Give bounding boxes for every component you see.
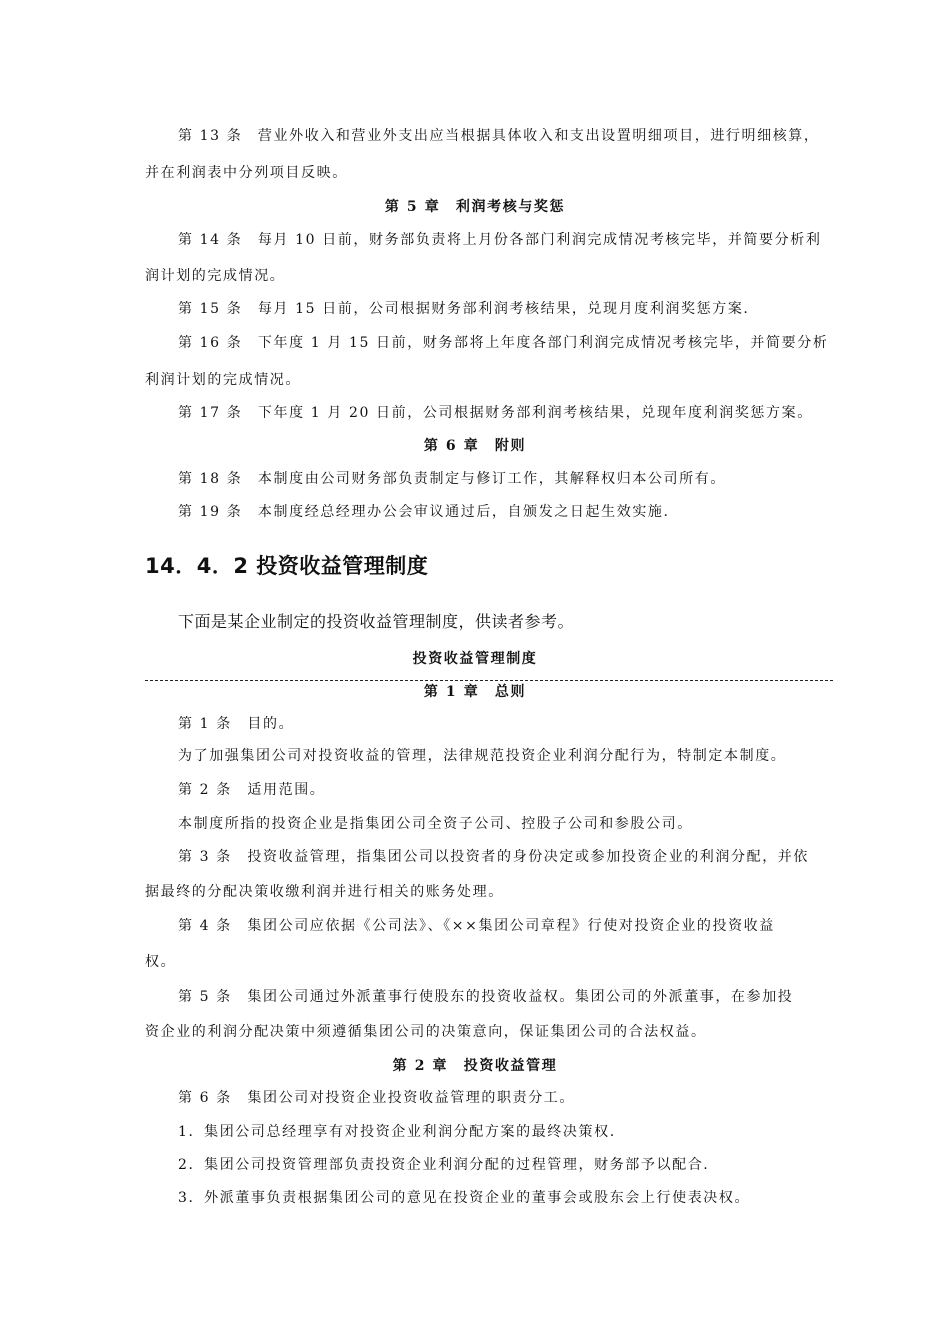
article-5-line-1: 第 5 条 集团公司通过外派董事行使股东的投资收益权。集团公司的外派董事，在参加投: [178, 989, 794, 1005]
list-item-1: 1．集团公司总经理享有对投资企业利润分配方案的最终决策权.: [178, 1124, 616, 1140]
document-title: 投资收益管理制度: [412, 651, 538, 667]
article-13-line-1: 第 13 条 营业外收入和营业外支出应当根据具体收入和支出设置明细项目，进行明细核算，: [178, 128, 820, 144]
article-14-line-2: 润计划的完成情况。: [145, 268, 286, 284]
article-16-line-2: 利润计划的完成情况。: [145, 372, 301, 388]
chapter-2-heading: 第 2 章 投资收益管理: [392, 1058, 558, 1074]
article-4-line-1: 第 4 条 集团公司应依据《公司法》、《××集团公司章程》行使对投资企业的投资收益: [178, 918, 775, 934]
chapter-6-heading: 第 6 章 附则: [423, 438, 527, 454]
chapter-1-heading: 第 1 章 总则: [423, 684, 527, 700]
article-4-line-2: 权。: [145, 954, 177, 970]
article-6: 第 6 条 集团公司对投资企业投资收益管理的职责分工。: [178, 1090, 576, 1106]
list-item-3: 3．外派董事负责根据集团公司的意见在投资企业的董事会或股东会上行使表决权。: [178, 1190, 751, 1206]
section-heading: 14．4．2 投资收益管理制度: [145, 554, 429, 578]
article-17: 第 17 条 下年度 1 月 20 日前，公司根据财务部利润考核结果，兑现年度利润奖惩方案。: [178, 405, 813, 421]
article-2-text: 本制度所指的投资企业是指集团公司全资子公司、控股子公司和参股公司。: [178, 816, 693, 832]
article-2: 第 2 条 适用范围。: [178, 782, 326, 798]
article-19: 第 19 条 本制度经总经理办公会审议通过后，自颁发之日起生效实施.: [178, 504, 670, 520]
list-item-2: 2．集团公司投资管理部负责投资企业利润分配的过程管理，财务部予以配合.: [178, 1157, 710, 1173]
article-15: 第 15 条 每月 15 日前，公司根据财务部利润考核结果，兑现月度利润奖惩方案.: [178, 301, 750, 317]
article-16-line-1: 第 16 条 下年度 1 月 15 日前，财务部将上年度各部门利润完成情况考核完毕，并简要分析: [178, 335, 829, 351]
article-1: 第 1 条 目的。: [178, 716, 295, 732]
article-3-line-2: 据最终的分配决策收缴利润并进行相关的账务处理。: [145, 884, 504, 900]
article-13-line-2: 并在利润表中分列项目反映。: [145, 165, 348, 181]
chapter-5-heading: 第 5 章 利润考核与奖惩: [384, 199, 566, 215]
article-18: 第 18 条 本制度由公司财务部负责制定与修订工作，其解释权归本公司所有。: [178, 471, 726, 487]
article-14-line-1: 第 14 条 每月 10 日前，财务部负责将上月份各部门利润完成情况考核完毕，并简要分析利: [178, 232, 822, 248]
article-5-line-2: 资企业的利润分配决策中须遵循集团公司的决策意向，保证集团公司的合法权益。: [145, 1024, 707, 1040]
dashed-divider: [145, 680, 833, 681]
section-intro: 下面是某企业制定的投资收益管理制度，供读者参考。: [178, 612, 575, 631]
article-3-line-1: 第 3 条 投资收益管理，指集团公司以投资者的身份决定或参加投资企业的利润分配，并依: [178, 849, 810, 865]
article-1-text: 为了加强集团公司对投资收益的管理，法律规范投资企业利润分配行为，特制定本制度。: [178, 748, 787, 764]
